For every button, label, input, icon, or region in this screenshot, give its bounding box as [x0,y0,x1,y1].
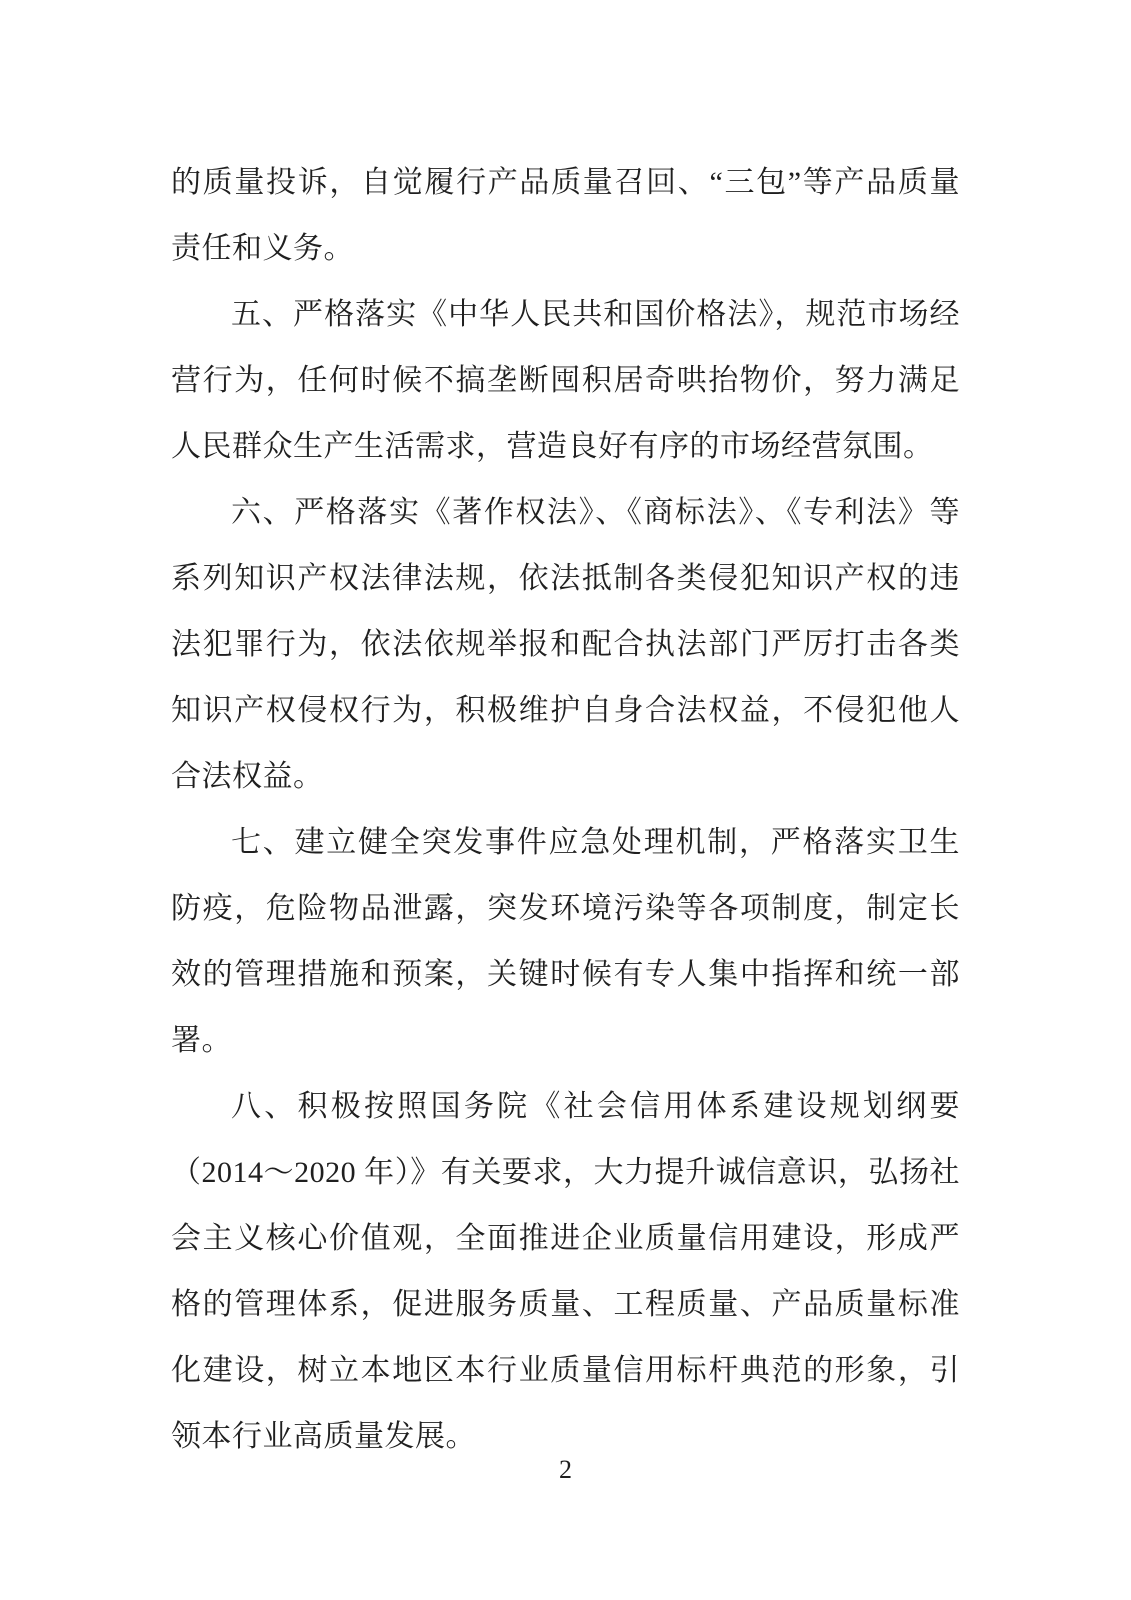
paragraph-item-7: 七、建立健全突发事件应急处理机制，严格落实卫生防疫，危险物品泄露，突发环境污染等各项制度，制定长效的管理措施和预案，关键时候有专人集中指挥和统一部署。 [171,826,960,1057]
paragraph-item-6: 六、严格落实《著作权法》、《商标法》、《专利法》等系列知识产权法律法规，依法抵制各类侵犯知识产权的违法犯罪行为，依法依规举报和配合执法部门严厉打击各类知识产权侵权行为，积极维护自身合法权益，不侵犯他人合法权益。 [171,496,960,793]
paragraph-continuation: 的质量投诉，自觉履行产品质量召回、“三包”等产品质量责任和义务。 [171,166,960,265]
page-footer [0,1450,1131,1490]
page-number: 2 [559,1455,572,1484]
document-body [171,150,960,1470]
paragraph-item-8: 八、积极按照国务院《社会信用体系建设规划纲要（2014～2020 年）》有关要求，大力提升诚信意识，弘扬社会主义核心价值观，全面推进企业质量信用建设，形成严格的管理体系，促进服务质量、工程质量、产品质量标准化建设，树立本地区本行业质量信用标杆典范的形象，引领本行业高质量发展。 [171,1090,960,1453]
paragraph-item-5: 五、严格落实《中华人民共和国价格法》，规范市场经营行为，任何时候不搞垄断囤积居奇哄抬物价，努力满足人民群众生产生活需求，营造良好有序的市场经营氛围。 [171,298,960,463]
